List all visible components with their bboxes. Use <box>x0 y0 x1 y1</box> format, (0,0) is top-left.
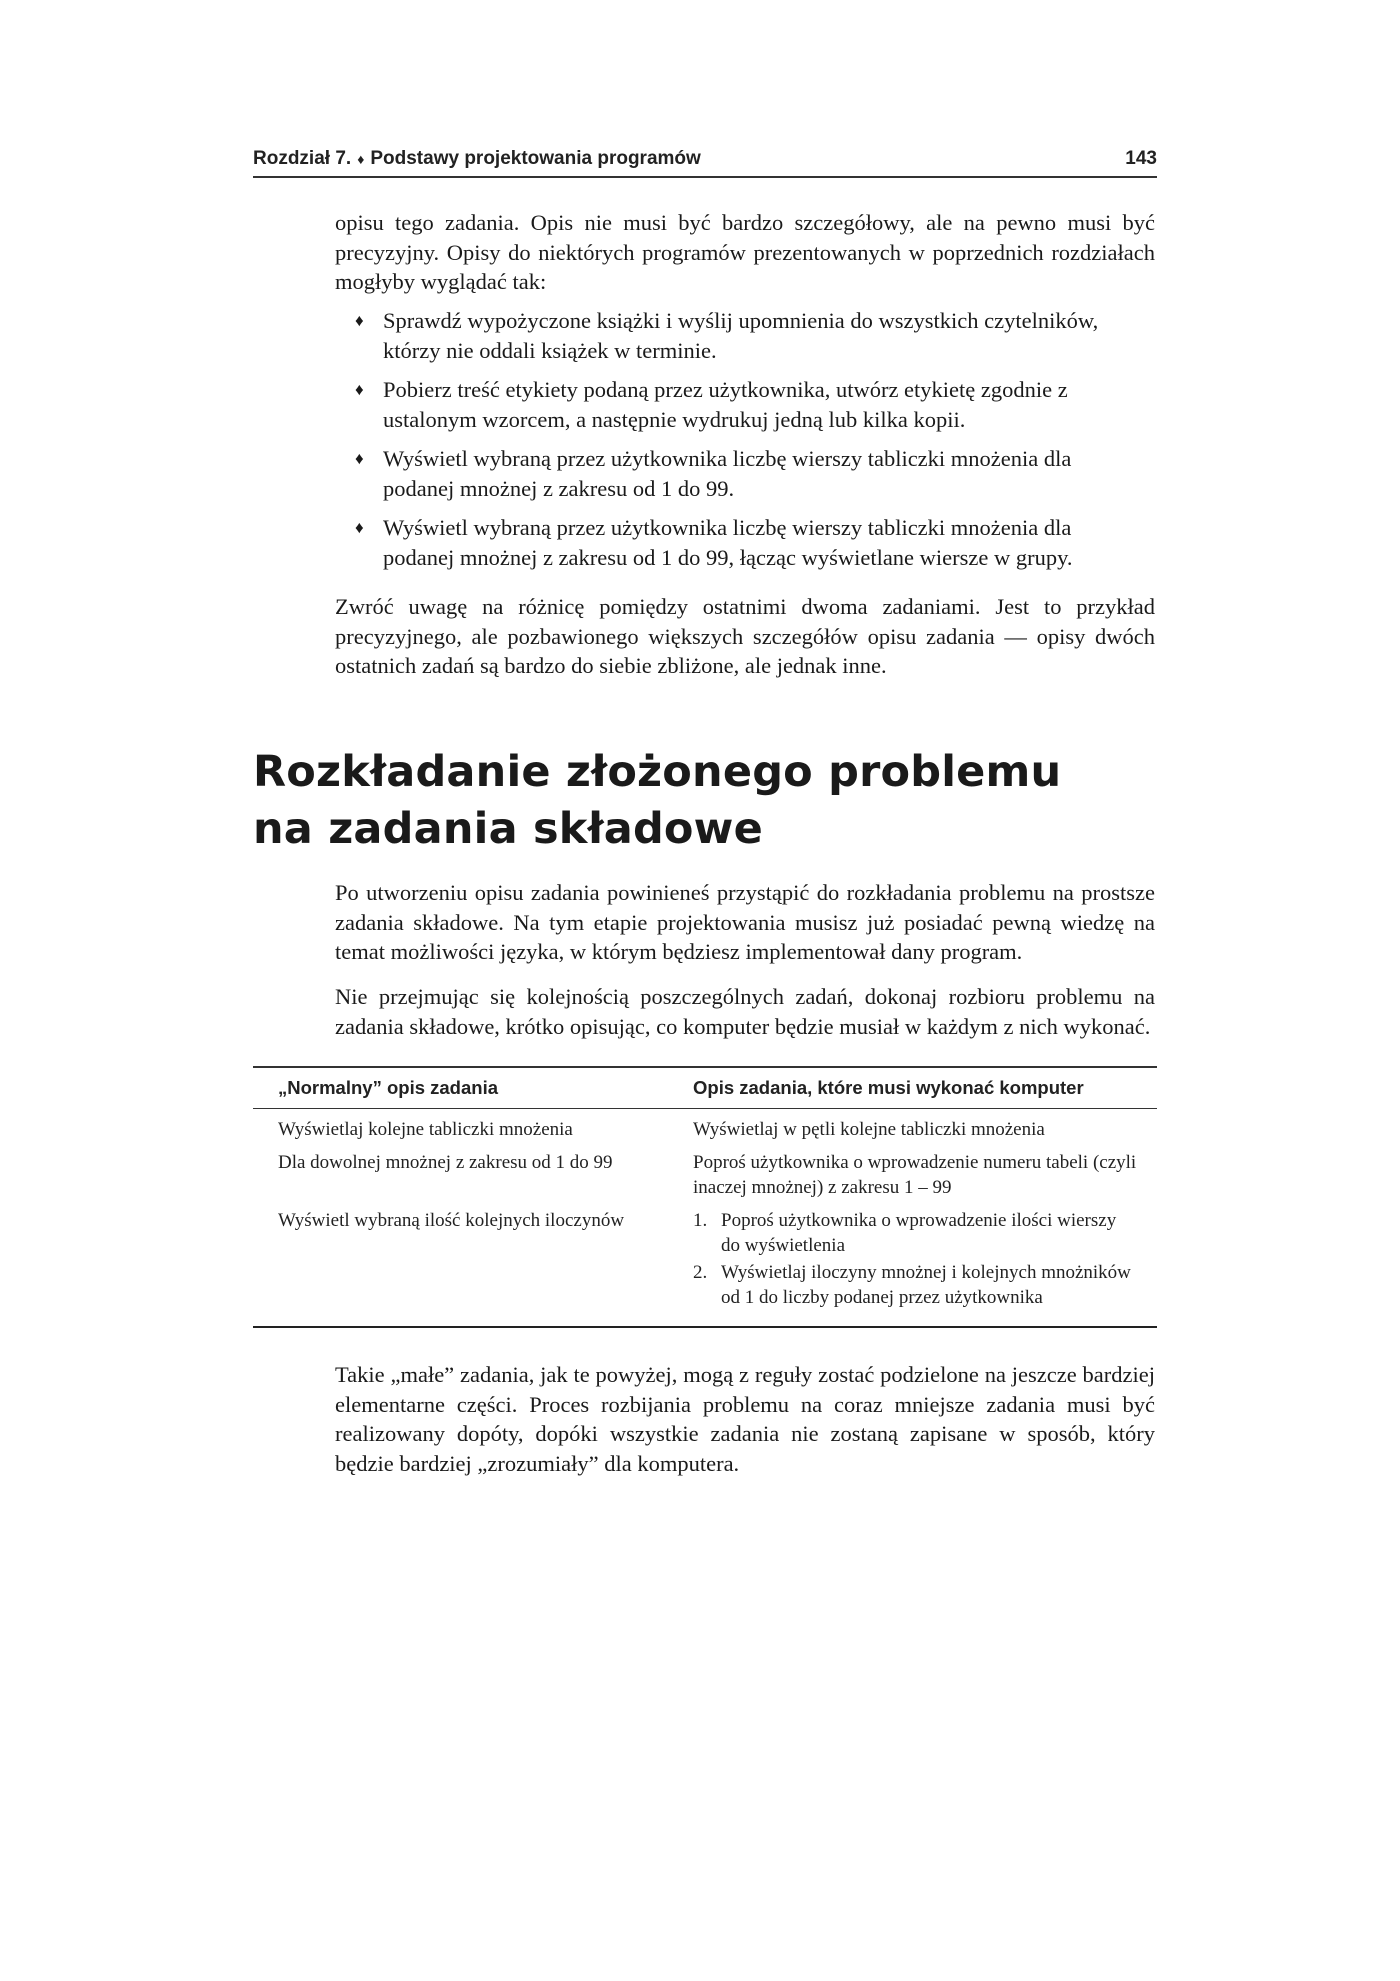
list-item-text: Pobierz treść etykiety podaną przez użytkownika, utwórz etykietę zgodnie z ustalonym wzorcem, a następnie wydrukuj jedną lub kilka kopii. <box>383 377 1068 432</box>
table-cell-computer: Wyświetlaj w pętli kolejne tabliczki mnożenia <box>693 1119 1045 1140</box>
task-description-list <box>355 306 1115 582</box>
table-bottom-rule <box>253 1326 1157 1328</box>
section-paragraph-1: Po utworzeniu opisu zadania powinieneś przystąpić do rozkładania problemu na prostsze zadania składowe. Na tym etapie projektowania musisz już posiadać pewną wiedzę na temat możliwości języka, w którym będziesz implementował dany program. <box>335 880 1155 964</box>
step-item <box>693 1208 1137 1258</box>
step-text: Poproś użytkownika o wprowadzenie ilości wierszy do wyświetlenia <box>721 1210 1117 1256</box>
header-rule <box>253 176 1157 178</box>
table-cell-computer: Poproś użytkownika o wprowadzenie numeru tabeli (czyli inaczej mnożnej) z zakresu 1 – 99 <box>693 1152 1137 1198</box>
table-cell-normal: Dla dowolnej mnożnej z zakresu od 1 do 99 <box>278 1152 613 1173</box>
section-heading-line1: Rozkładanie złożonego problemu <box>253 747 1062 797</box>
chapter-label: Rozdział 7. <box>253 148 352 169</box>
step-item <box>693 1260 1137 1310</box>
list-item-text: Wyświetl wybraną przez użytkownika liczbę wierszy tabliczki mnożenia dla podanej mnożnej z zakresu od 1 do 99. <box>383 446 1072 501</box>
comparison-paragraph: Zwróć uwagę na różnicę pomiędzy ostatnimi dwoma zadaniami. Jest to przykład precyzyjnego, ale pozbawionego większych szczegółów opisu zadania — opisy dwóch ostatnich zadań są bardzo do siebie zbliżone, ale jednak inne. <box>335 594 1155 678</box>
list-item <box>355 375 1115 434</box>
list-item <box>355 306 1115 365</box>
section-heading-line2: na zadania składowe <box>253 804 763 854</box>
diamond-bullet-icon: ♦ <box>355 380 364 399</box>
table-header-row <box>253 1068 1157 1108</box>
list-item <box>355 444 1115 503</box>
table-body <box>253 1109 1157 1326</box>
running-header <box>253 148 1157 176</box>
step-list <box>693 1208 1137 1310</box>
table-cell-normal: Wyświetlaj kolejne tabliczki mnożenia <box>278 1119 573 1140</box>
table-cell-computer <box>693 1208 1157 1312</box>
table-cell-normal: Wyświetl wybraną ilość kolejnych iloczynów <box>278 1210 625 1231</box>
step-number: 1. <box>693 1210 708 1231</box>
table-header-computer: Opis zadania, które musi wykonać komputer <box>693 1077 1084 1098</box>
step-text: Wyświetlaj iloczyny mnożnej i kolejnych mnożników od 1 do liczby podanej przez użytkownika <box>721 1262 1131 1308</box>
diamond-bullet-icon: ♦ <box>355 518 364 537</box>
list-item-text: Sprawdź wypożyczone książki i wyślij upomnienia do wszystkich czytelników, którzy nie oddali książek w terminie. <box>383 308 1099 363</box>
list-item <box>355 513 1115 572</box>
table-row <box>253 1150 1157 1200</box>
table-row <box>253 1208 1157 1312</box>
list-item-text: Wyświetl wybraną przez użytkownika liczbę wierszy tabliczki mnożenia dla podanej mnożnej z zakresu od 1 do 99, łącząc wyświetlane wiersze w grupy. <box>383 515 1073 570</box>
chapter-title: Podstawy projektowania programów <box>370 148 701 169</box>
step-number: 2. <box>693 1262 708 1283</box>
header-separator-icon: ♦ <box>357 151 365 167</box>
closing-paragraph: Takie „małe” zadania, jak te powyżej, mogą z reguły zostać podzielone na jeszcze bardziej elementarne części. Proces rozbijania problemu na coraz mniejsze zadania musi być realizowany dopóty, dopóki wszystkie zadania nie zostaną zapisane w sposób, który będzie bardziej „zrozumiały” dla komputera. <box>335 1362 1155 1476</box>
table-row <box>253 1117 1157 1142</box>
section-paragraph-2: Nie przejmując się kolejnością poszczególnych zadań, dokonaj rozbioru problemu na zadania składowe, krótko opisując, co komputer będzie musiał w każdym z nich wykonać. <box>335 984 1155 1039</box>
page-number: 143 <box>1125 148 1157 169</box>
running-header-left <box>253 148 701 170</box>
diamond-bullet-icon: ♦ <box>355 311 364 330</box>
section-heading <box>253 744 1153 858</box>
comparison-table <box>253 1066 1157 1328</box>
intro-paragraph: opisu tego zadania. Opis nie musi być bardzo szczegółowy, ale na pewno musi być precyzyjny. Opisy do niektórych programów prezentowanych w poprzednich rozdziałach mogłyby wyglądać tak: <box>335 210 1155 294</box>
table-header-normal: „Normalny” opis zadania <box>278 1077 498 1098</box>
diamond-bullet-icon: ♦ <box>355 449 364 468</box>
